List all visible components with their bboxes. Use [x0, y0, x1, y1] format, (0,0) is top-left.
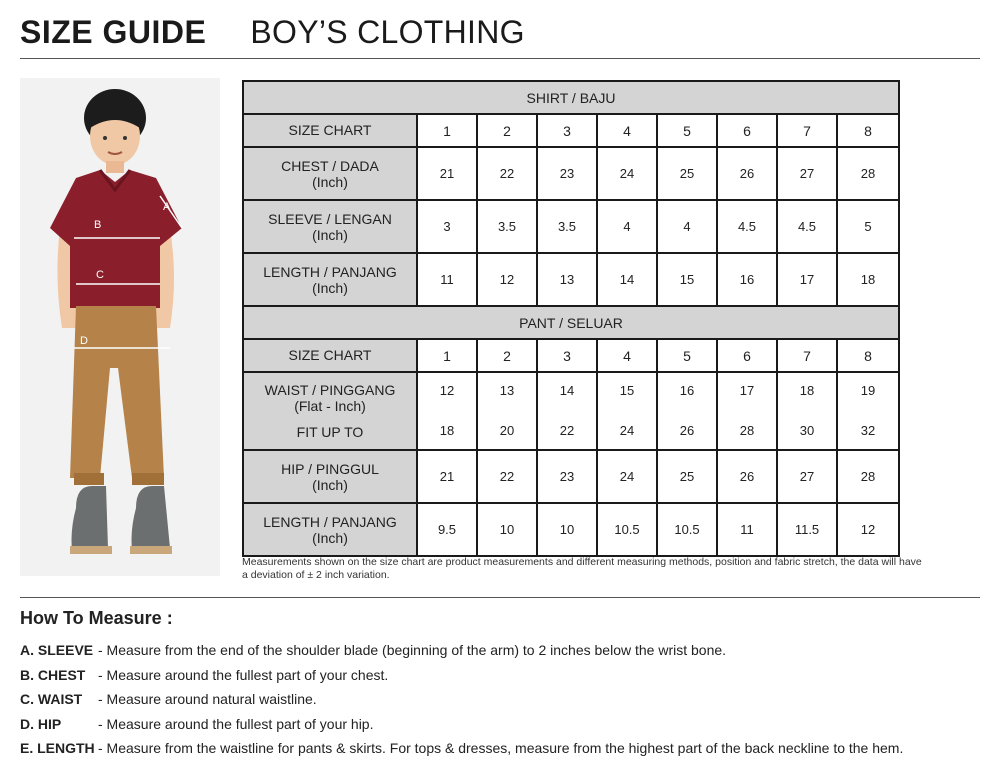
list-item [20, 736, 990, 761]
measure-desc: - Measure from the waistline for pants & skirts. For tops & dresses, measure from the highest part of the back neckline to the hem. [98, 740, 904, 757]
shirt-length-row [243, 253, 899, 306]
pant-section-row [243, 306, 899, 339]
shirt-size-col: 8 [837, 114, 899, 147]
table-cell: 15 [657, 253, 717, 306]
pant-size-col: 2 [477, 339, 537, 372]
marker-c: C [96, 269, 104, 281]
pant-size-header-row [243, 339, 899, 372]
shirt-sleeve-label [243, 200, 417, 253]
table-cell: 4.5 [717, 200, 777, 253]
table-cell: 27 [777, 147, 837, 200]
table-cell: 11 [417, 253, 477, 306]
table-cell: 10.5 [597, 503, 657, 556]
measure-term: E. LENGTH [20, 740, 95, 757]
table-cell: 3.5 [537, 200, 597, 253]
shirt-chest-label [243, 147, 417, 200]
row-unit: (Inch) [312, 173, 348, 190]
how-to-measure-list [20, 638, 990, 761]
table-cell: 14 [597, 253, 657, 306]
row-label: WAIST / PINGGANG [264, 382, 396, 398]
table-cell: 18 30 [777, 372, 837, 450]
pant-size-chart-label: SIZE CHART [243, 339, 417, 372]
shirt-size-col: 6 [717, 114, 777, 147]
table-cell: 9.5 [417, 503, 477, 556]
table-cell: 11 [717, 503, 777, 556]
row-label: CHEST / DADA [281, 157, 379, 174]
table-cell: 24 [597, 450, 657, 503]
size-chart-table [242, 80, 900, 557]
shirt-size-header-row [243, 114, 899, 147]
shirt-sleeve-row [243, 200, 899, 253]
table-cell: 3 [417, 200, 477, 253]
row-label: SLEEVE / LENGAN [268, 210, 392, 227]
how-to-measure-title: How To Measure : [20, 608, 173, 628]
measurement-note: Measurements shown on the size chart are product measurements and different measuring methods, position and fabric stretch, the data will have a deviation of ± 2 inch variation. [242, 556, 922, 581]
table-cell: 12 18 [417, 372, 477, 450]
model-photo [20, 78, 220, 576]
shirt-size-col: 2 [477, 114, 537, 147]
measure-term: C. WAIST [20, 691, 83, 708]
row-unit: (Inch) [312, 226, 348, 243]
table-cell: 21 [417, 450, 477, 503]
table-cell: 22 [477, 147, 537, 200]
header-divider [20, 58, 980, 59]
shirt-chest-row [243, 147, 899, 200]
pant-waist-label [243, 372, 417, 450]
row-unit: (Inch) [312, 476, 348, 493]
table-cell: 10.5 [657, 503, 717, 556]
table-cell: 14 22 [537, 372, 597, 450]
table-cell: 25 [657, 450, 717, 503]
shirt-length-label [243, 253, 417, 306]
table-cell: 17 28 [717, 372, 777, 450]
table-cell: 26 [717, 450, 777, 503]
list-item [20, 712, 990, 737]
shirt-size-col: 1 [417, 114, 477, 147]
row-label: LENGTH / PANJANG [263, 513, 397, 530]
pant-size-col: 1 [417, 339, 477, 372]
list-item [20, 687, 990, 712]
pant-length-label [243, 503, 417, 556]
pant-size-col: 5 [657, 339, 717, 372]
table-cell: 13 20 [477, 372, 537, 450]
page-subtitle: BOY’S CLOTHING [250, 14, 525, 50]
table-cell: 26 [717, 147, 777, 200]
section-divider [20, 597, 980, 598]
table-cell: 27 [777, 450, 837, 503]
shirt-size-col: 7 [777, 114, 837, 147]
table-cell: 4.5 [777, 200, 837, 253]
table-cell: 4 [597, 200, 657, 253]
table-cell: 12 [837, 503, 899, 556]
pant-section-title: PANT / SELUAR [243, 306, 899, 339]
table-cell: 21 [417, 147, 477, 200]
page-title: SIZE GUIDE [20, 14, 207, 50]
table-cell: 10 [477, 503, 537, 556]
table-cell: 22 [477, 450, 537, 503]
shirt-size-col: 3 [537, 114, 597, 147]
shirt-section-title: SHIRT / BAJU [243, 81, 899, 114]
table-cell: 18 [837, 253, 899, 306]
pant-size-col: 7 [777, 339, 837, 372]
pant-waist-row [243, 372, 899, 450]
table-cell: 12 [477, 253, 537, 306]
pant-size-col: 8 [837, 339, 899, 372]
table-cell: 24 [597, 147, 657, 200]
shirt-size-col: 4 [597, 114, 657, 147]
table-cell: 3.5 [477, 200, 537, 253]
measure-desc: - Measure around natural waistline. [98, 691, 317, 708]
fit-label: FIT UP TO [296, 424, 364, 440]
measure-desc: - Measure from the end of the shoulder blade (beginning of the arm) to 2 inches below the wrist bone. [98, 642, 727, 659]
table-cell: 23 [537, 147, 597, 200]
table-cell: 28 [837, 147, 899, 200]
pant-hip-label [243, 450, 417, 503]
shirt-section-row [243, 81, 899, 114]
measure-term: A. SLEEVE [20, 642, 94, 659]
table-cell: 16 26 [657, 372, 717, 450]
marker-d: D [80, 335, 88, 347]
table-cell: 19 32 [837, 372, 899, 450]
table-cell: 16 [717, 253, 777, 306]
table-cell: 11.5 [777, 503, 837, 556]
shirt-size-col: 5 [657, 114, 717, 147]
pant-length-row [243, 503, 899, 556]
pant-size-col: 3 [537, 339, 597, 372]
table-cell: 10 [537, 503, 597, 556]
row-label: LENGTH / PANJANG [263, 263, 397, 280]
table-cell: 4 [657, 200, 717, 253]
table-cell: 13 [537, 253, 597, 306]
measure-term: D. HIP [20, 715, 62, 732]
boy-model-illustration [20, 78, 220, 576]
page-header [20, 14, 525, 54]
table-cell: 15 24 [597, 372, 657, 450]
row-unit: (Inch) [312, 279, 348, 296]
table-cell: 23 [537, 450, 597, 503]
marker-b: B [94, 219, 102, 231]
pant-hip-row [243, 450, 899, 503]
pant-size-col: 6 [717, 339, 777, 372]
table-cell: 17 [777, 253, 837, 306]
pant-size-col: 4 [597, 339, 657, 372]
marker-a: A [163, 201, 171, 213]
table-cell: 25 [657, 147, 717, 200]
shirt-size-chart-label: SIZE CHART [243, 114, 417, 147]
row-label: HIP / PINGGUL [281, 460, 379, 477]
list-item [20, 638, 990, 663]
list-item [20, 663, 990, 688]
row-unit: (Inch) [312, 529, 348, 546]
measure-term: B. CHEST [20, 666, 86, 683]
measure-desc: - Measure around the fullest part of your hip. [98, 715, 374, 732]
row-unit: (Flat - Inch) [294, 398, 366, 414]
table-cell: 28 [837, 450, 899, 503]
table-cell: 5 [837, 200, 899, 253]
measure-desc: - Measure around the fullest part of your chest. [98, 666, 389, 683]
